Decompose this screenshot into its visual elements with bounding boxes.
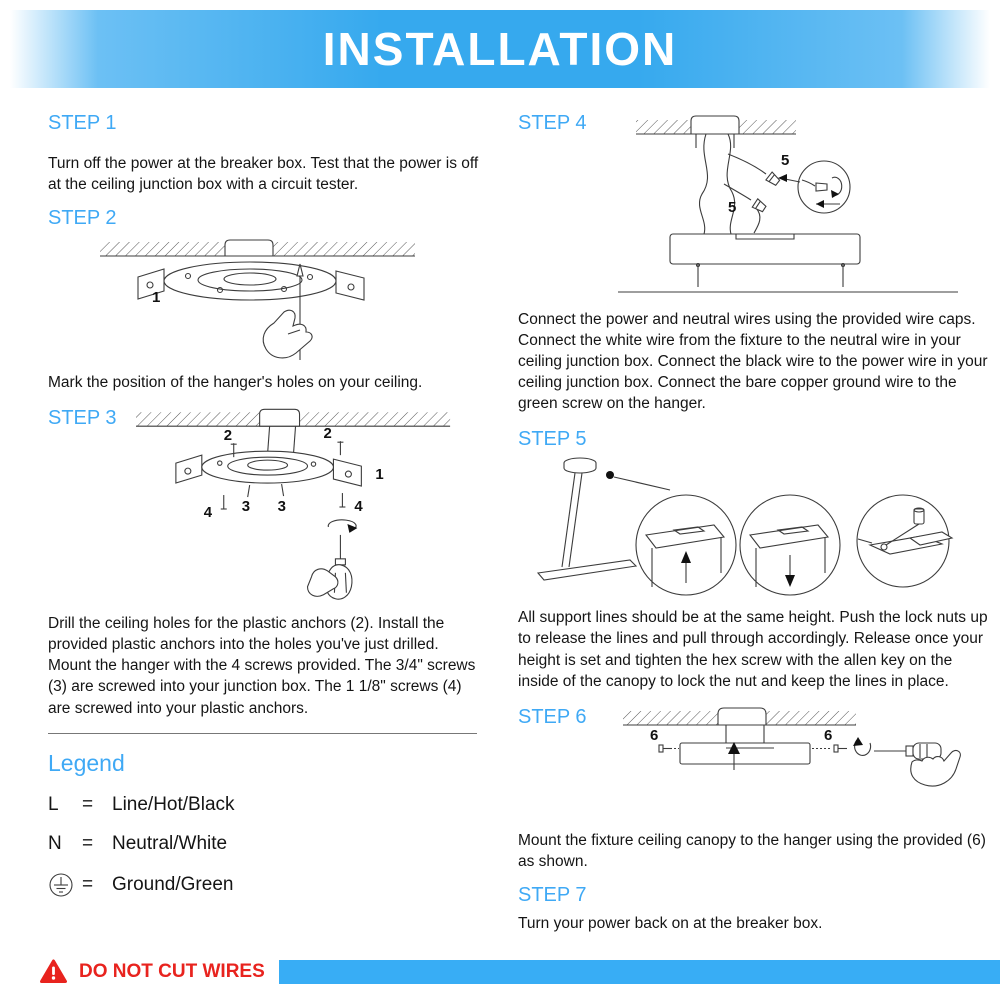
ceiling-hatch [636,116,796,134]
junction-box [260,410,300,427]
step3-body: Drill the ceiling holes for the plastic anchors (2). Install the provided plastic anchors into the holes you've just drilled. Mount the hanger with the 4 screws provided. The 3/4" screws (3) are screwed into your junction box. The 1 1/8" screws (4) are screwed into your plastic anchors. [48,615,476,717]
ceiling-hatch [623,708,856,725]
hand [263,310,312,358]
part-label: 6 [650,726,659,744]
step6-section [518,706,988,818]
step7-body: Turn your power back on at the breaker box. [518,914,823,932]
equals-sign: = [82,873,94,895]
step2-caption: Mark the position of the hanger's holes on your ceiling. [48,374,423,392]
pendant-fixture [538,458,636,580]
step6-heading: STEP 6 [518,705,587,728]
part-label: 3 [241,498,251,516]
wire-cap [766,172,781,187]
step4-heading: STEP 4 [518,112,587,134]
equals-sign: = [82,793,94,815]
callout-dot [606,471,614,479]
screwdriver [853,737,941,759]
step4-diagram [606,112,968,297]
part-label: 4 [203,504,213,522]
step4-section [518,112,988,297]
step6-body: Mount the fixture ceiling canopy to the hanger using the provided (6) as shown. [518,831,986,870]
legend-row-ground [48,872,485,898]
step3-diagram [136,407,485,607]
banner [10,10,990,88]
step2-heading: STEP 2 [48,207,117,230]
canopy [680,742,810,770]
legend-row-line [48,794,485,816]
junction-box [691,116,739,134]
part-label: 1 [375,466,384,484]
detail-circle-push-up [636,495,736,595]
legend-symbol-N: N [48,832,62,854]
part-label: 6 [824,726,833,744]
legend-label: Line/Hot/Black [112,793,235,815]
detail-circle-hex-screw [857,495,952,587]
junction-box [225,240,273,256]
page-title: INSTALLATION [322,23,678,75]
canopy [670,234,860,287]
equals-sign: = [82,832,94,854]
left-column [48,112,485,898]
legend-label: Ground/Green [112,873,234,895]
hanger-bracket [176,451,361,486]
part-label: 1 [152,289,161,307]
part-label: 5 [728,199,737,216]
part-label: 2 [323,425,332,443]
screw [339,493,345,507]
legend-label: Neutral/White [112,832,228,854]
legend-heading: Legend [48,749,125,776]
warning-text: DO NOT CUT WIRES [79,960,265,982]
legend-row-neutral [48,833,485,855]
step3-section [48,407,485,607]
part-label: 5 [781,152,790,169]
legend-symbol-L: L [48,793,59,815]
part-label: 3 [277,498,286,516]
detail-circle-pull-down [740,495,840,595]
hanger-bracket [138,262,364,300]
step7-heading: STEP 7 [518,883,587,906]
part-label: 2 [223,427,233,445]
fixture-wires [699,134,766,234]
warning-triangle-icon [40,959,67,984]
ceiling-hatch [100,240,415,256]
step4-body: Connect the power and neutral wires using the provided wire caps. Connect the white wire from the fixture to the neutral wire in your ceiling junction box. Connect the black wire to the power wire in your ceiling junction box. Connect the bare copper ground wire to the green screw on the hanger. [518,311,988,413]
warning-bar [40,958,1000,985]
step5-heading: STEP 5 [518,428,587,451]
step2-diagram [48,234,483,366]
junction-box [718,708,766,725]
ceiling-hatch [136,410,450,427]
ground-icon [48,872,82,898]
part-label: 4 [354,498,363,516]
step3-heading: STEP 3 [48,407,117,430]
step1-heading: STEP 1 [48,112,117,134]
bottom-accent-bar [279,960,1000,984]
screw [659,745,679,752]
divider [48,733,477,734]
screw [337,441,343,455]
step1-body: Turn off the power at the breaker box. Test that the power is off at the ceiling junction box with a circuit tester. [48,155,479,194]
step5-diagram [518,453,984,601]
step6-diagram [606,706,984,818]
wire-cap [752,199,767,213]
right-column [518,112,988,934]
screw [221,495,227,509]
screw [812,745,847,752]
step5-body: All support lines should be at the same height. Push the lock nuts up to release the lines and pull through accordingly. Release once your height is set and tighten the hex screw with the allen key on the inside of the canopy to lock the nut and keep the lines in place. [518,609,988,690]
